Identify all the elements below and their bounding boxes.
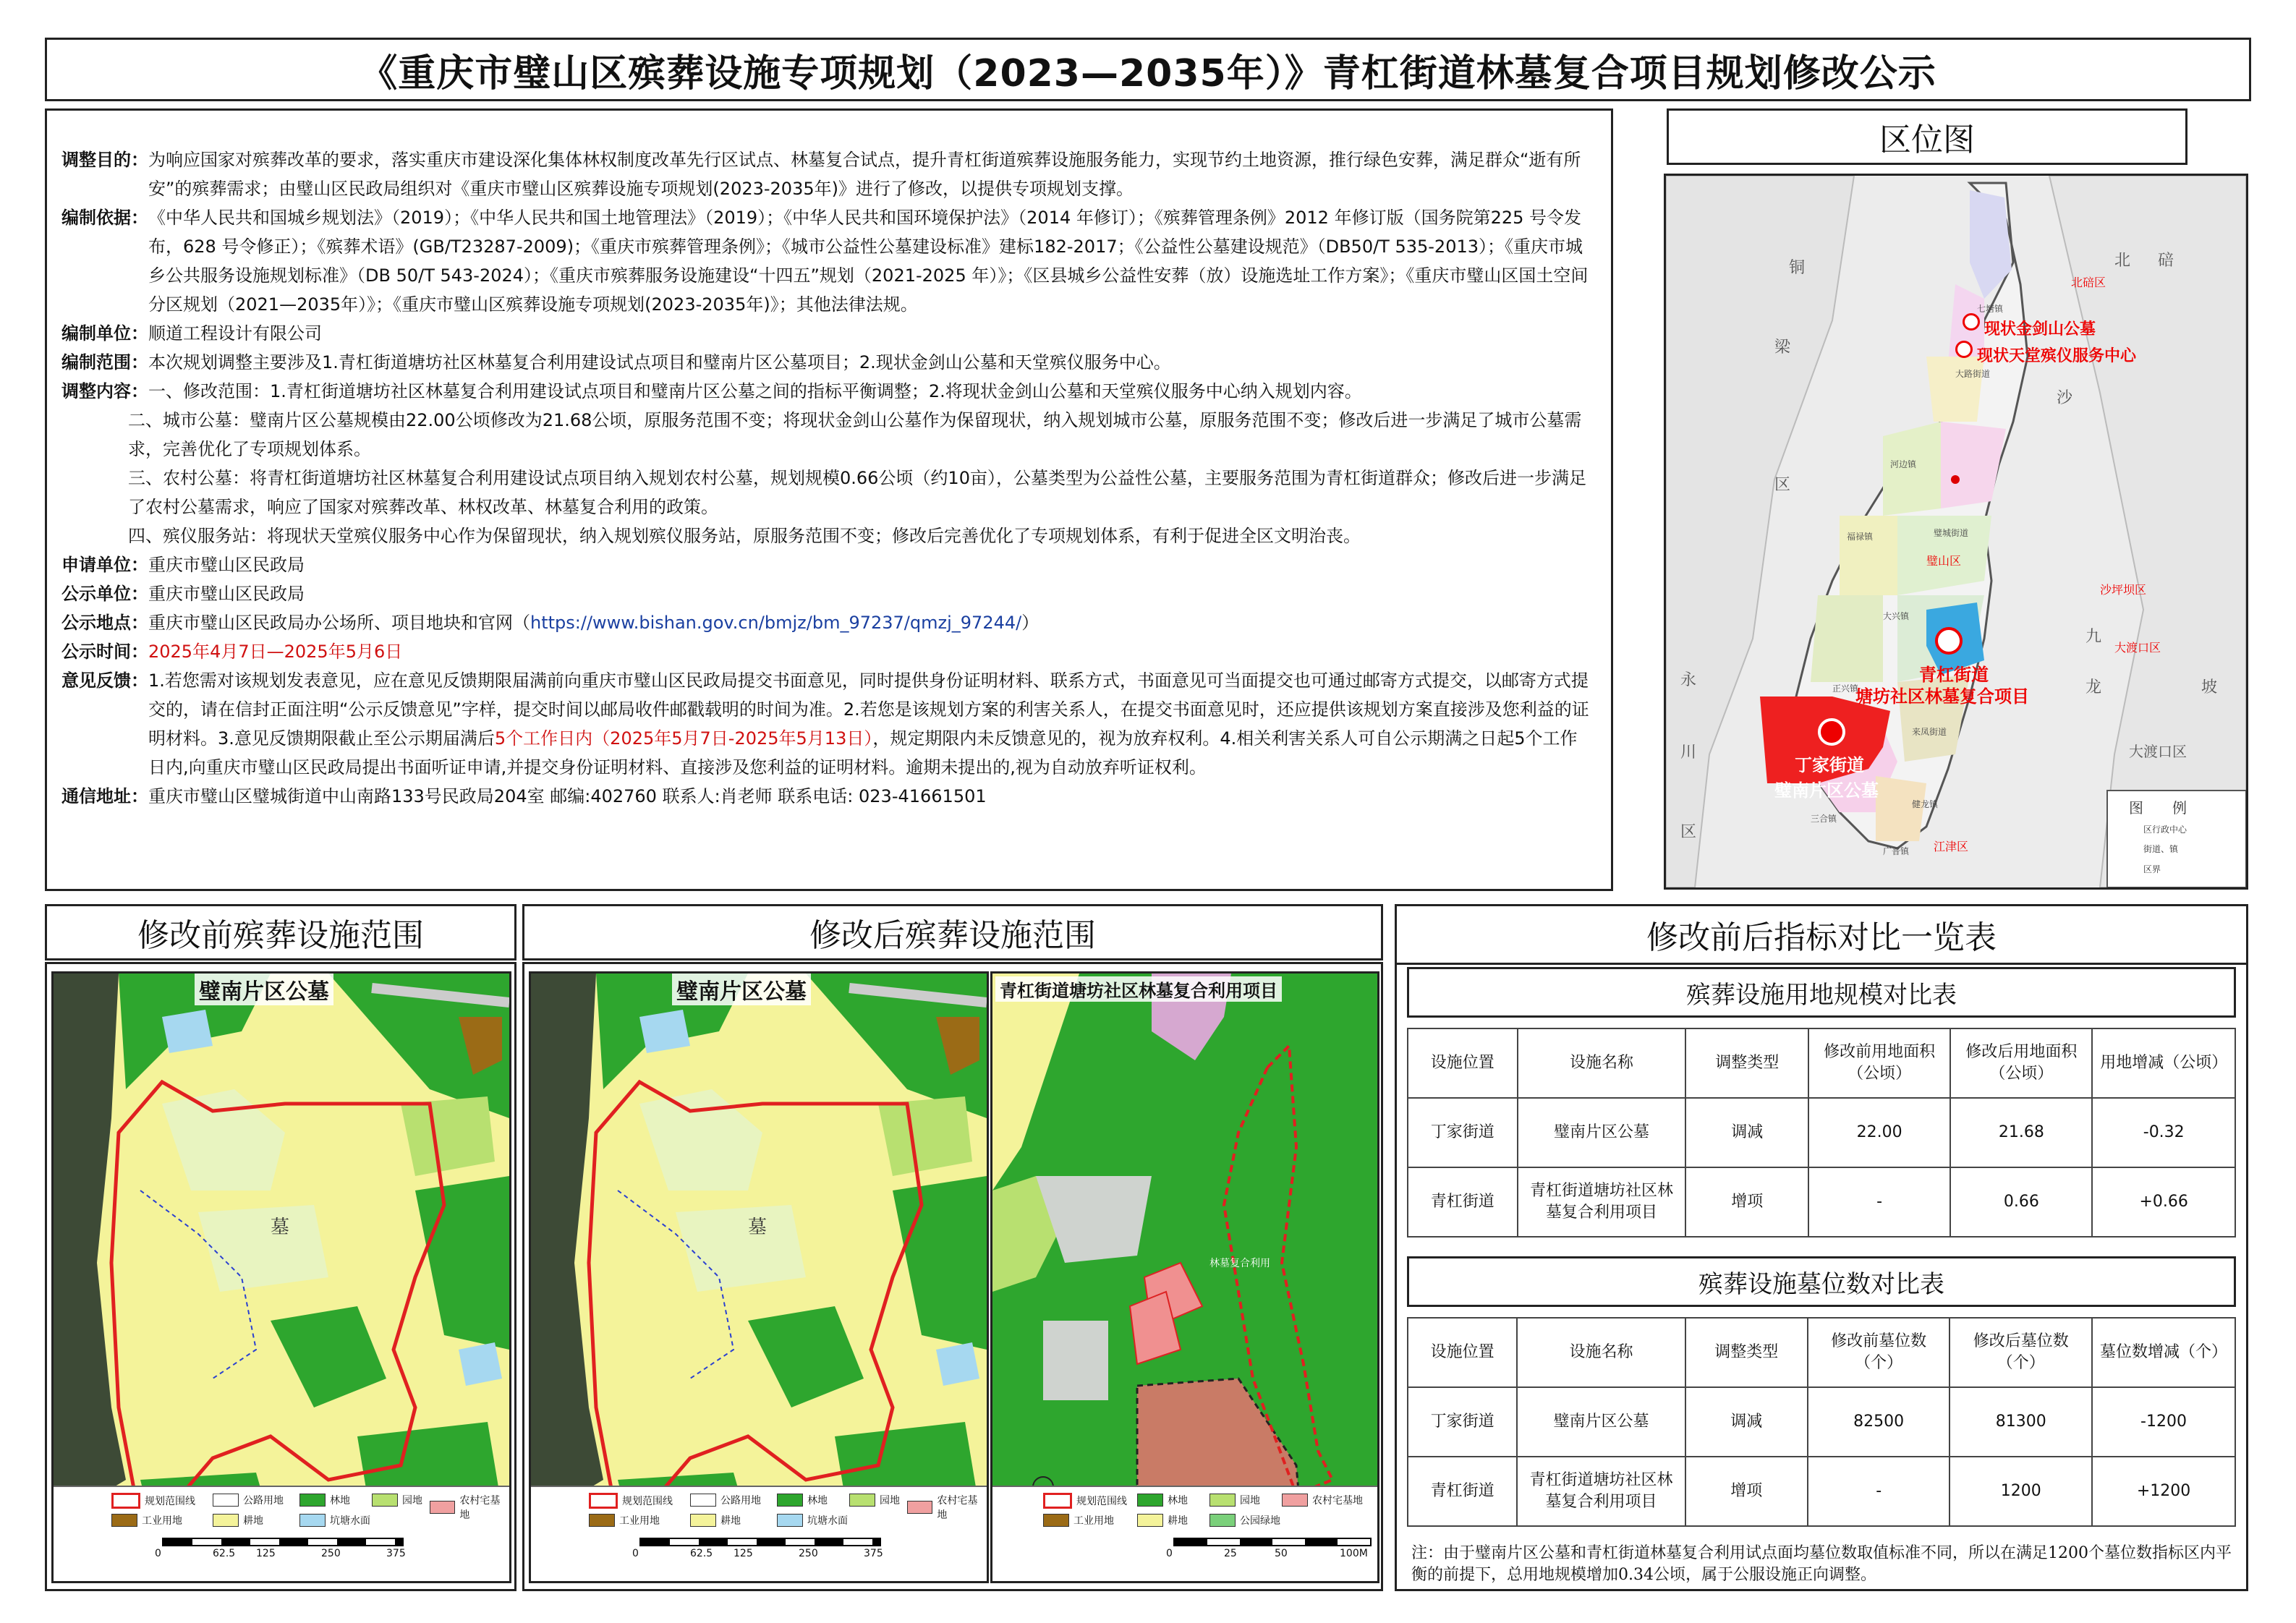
area-header-cell: 设施名称 [1518, 1028, 1686, 1098]
table-cell: 青杠街道 [1408, 1167, 1518, 1237]
table-cell: - [1808, 1167, 1950, 1237]
area-header-cell: 修改后用地面积（公顷） [1950, 1028, 2092, 1098]
homestead-swatch-icon [907, 1501, 932, 1514]
compare-title: 修改前后指标对比一览表 [1397, 906, 2246, 965]
scale-tick: 125 [256, 1548, 276, 1559]
count-header-cell: 修改后墓位数（个） [1950, 1318, 2092, 1387]
legend-water-item [777, 1513, 848, 1528]
town-5: 璧城街道 [1934, 528, 1969, 538]
farmland-swatch-icon [1137, 1514, 1163, 1527]
road-swatch-icon [690, 1494, 716, 1507]
forest-legend [992, 1486, 1377, 1581]
qinggang-marker-icon [1935, 627, 1963, 655]
legend-label: 园地 [402, 1495, 422, 1507]
after-map [529, 971, 989, 1583]
table-cell: 1200 [1950, 1457, 2092, 1526]
time-row [61, 637, 1594, 666]
legend-forest-item [777, 1493, 828, 1507]
after-section-title: 修改后殡葬设施范围 [522, 904, 1383, 960]
before-map-label: 璧南片区公墓 [195, 974, 333, 1005]
road-swatch-icon [213, 1494, 239, 1507]
content-3: 三、农村公墓：将青杠街道塘坊社区林墓复合利用建设试点项目纳入规划农村公墓，规划规模0.66公顷（约10亩），公墓类型为公益性公墓，主要服务范围为青杠街道群众；修改后进一步满足了农村公墓需求，响应了国家对殡葬改革、林权改革、林墓复合利用的政策。 [128, 468, 1586, 517]
table-cell: 调减 [1685, 1098, 1808, 1167]
legend-label: 农村宅基地 [459, 1495, 501, 1521]
applicant-row [61, 550, 1594, 579]
garden-swatch-icon [372, 1494, 398, 1507]
legend-label: 工业用地 [142, 1515, 182, 1527]
garden-swatch-icon [849, 1494, 875, 1507]
feedback-deadline: 5个工作日内（2025年5月7日-2025年5月13日） [494, 728, 873, 749]
legend-farmland-item [1137, 1513, 1188, 1528]
legend-garden-item [849, 1493, 900, 1507]
legend-label: 公路用地 [243, 1495, 284, 1507]
count-header-cell: 设施位置 [1408, 1318, 1517, 1387]
town-9: 三合镇 [1811, 814, 1837, 824]
town-10: 广普镇 [1883, 846, 1910, 856]
scale-tick: 0 [1166, 1548, 1173, 1559]
scope-row [61, 348, 1594, 377]
after-panel [522, 962, 1383, 1591]
place-end: ） [1021, 613, 1039, 633]
feedback-text-b: ，规定期限内未反馈意见的，视为放弃权利。4.相关利害关系人可自公示期满之日起5个工作日内,向重庆市璧山区民政局提出书面听证申请,并提交身份证明材料、直接涉及您利益的证明材料。逾期未提出的,视为自动放弃听证权利。 [148, 728, 1578, 778]
place-label: 公示地点： [61, 613, 148, 633]
legend-label: 工业用地 [1073, 1515, 1114, 1527]
dingjia-marker-icon [1818, 718, 1845, 746]
purpose-row [61, 145, 1594, 203]
legend-redline-item [111, 1493, 195, 1509]
scale-tick: 250 [321, 1548, 341, 1559]
table-cell: 调减 [1685, 1387, 1808, 1457]
location-map [1664, 174, 2248, 890]
water-swatch-icon [777, 1514, 803, 1527]
map-char-bei: 北 [2114, 252, 2131, 270]
legend-label: 公路用地 [720, 1495, 761, 1507]
compare-panel [1395, 904, 2248, 1591]
before-map [51, 971, 511, 1583]
table-cell: 璧南片区公墓 [1518, 1098, 1686, 1167]
table-cell: 增项 [1685, 1457, 1808, 1526]
unit-label: 编制单位： [61, 323, 148, 344]
town-2: 大路街道 [1955, 369, 1991, 379]
publisher-text: 重庆市璧山区民政局 [148, 584, 305, 604]
legend-industry-item [1043, 1513, 1114, 1528]
scale-tick: 100M [1340, 1548, 1368, 1559]
feedback-row [61, 666, 1594, 782]
farmland-swatch-icon [213, 1514, 239, 1527]
purpose-text: 为响应国家对殡葬改革的要求，落实重庆市建设深化集体林权制度改革先行区试点、林墓复合试点，提升青杠街道殡葬设施服务能力，实现节约土地资源，推行绿色安葬，满足群众“逝有所安”的殡葬需求；由璧山区民政局组织对《重庆市璧山区殡葬设施专项规划(2023-2035年)》进行了修改，以提供专项规划支撑。 [148, 150, 1581, 199]
loc-legend-1: 区行政中心 [2143, 825, 2187, 835]
applicant-text: 重庆市璧山区民政局 [148, 555, 305, 575]
scale-tick: 25 [1224, 1548, 1237, 1559]
table-cell: 丁家街道 [1408, 1387, 1517, 1457]
scope-text: 本次规划调整主要涉及1.青杠街道塘坊社区林墓复合利用建设试点项目和璧南片区公墓项目；2.现状金剑山公墓和天堂殡仪服务中心。 [148, 352, 1171, 372]
time-text: 2025年4月7日—2025年5月6日 [148, 642, 403, 662]
legend-redline-item [1043, 1493, 1127, 1509]
farmland-swatch-icon [690, 1514, 716, 1527]
legend-label: 耕地 [720, 1515, 741, 1527]
map-char-qu: 区 [1774, 476, 1791, 494]
tiantang-marker-icon [1955, 341, 1973, 358]
count-header-row [1408, 1318, 2235, 1387]
scale-tick: 50 [1275, 1548, 1288, 1559]
legend-water-item [299, 1513, 370, 1528]
content-2: 二、城市公墓：璧南片区公墓规模由22.00公顷修改为21.68公顷，原服务范围不变；将现状金剑山公墓作为保留现状，纳入规划城市公墓，原服务范围不变；修改后进一步满足了城市公墓需求，完善优化了专项规划体系。 [128, 410, 1582, 459]
town-6: 大兴镇 [1883, 611, 1910, 621]
publisher-row [61, 579, 1594, 608]
area-header-cell: 用地增减（公顷） [2092, 1028, 2235, 1098]
table-cell: - [1808, 1457, 1950, 1526]
unit-text: 顺道工程设计有限公司 [148, 323, 322, 344]
area-header-row [1408, 1028, 2235, 1098]
jinjianshan-marker-icon [1963, 313, 1980, 331]
applicant-label: 申请单位： [61, 555, 148, 575]
table-cell: -1200 [2092, 1387, 2235, 1457]
forest-scale-bar [1173, 1538, 1372, 1546]
table-cell: 22.00 [1808, 1098, 1950, 1167]
bishan-label: 璧山区 [1926, 554, 1962, 568]
map-char-po: 坡 [2201, 678, 2218, 697]
forest-map-label: 青杠街道塘坊社区林墓复合利用项目 [995, 976, 1282, 1002]
map-char-chuan: 川 [1680, 744, 1697, 762]
map-char-sha: 沙 [2057, 389, 2073, 407]
table-cell: 青杠街道塘坊社区林墓复合利用项目 [1518, 1167, 1686, 1237]
area-table [1407, 1028, 2236, 1238]
table-row [1408, 1457, 2235, 1526]
feedback-label: 意见反馈： [61, 670, 148, 691]
map-char-qu2: 区 [1680, 823, 1697, 841]
legend-farmland-item [690, 1513, 741, 1528]
legend-homestead-item [1282, 1493, 1363, 1507]
unit-row [61, 319, 1594, 348]
town-1: 七塘镇 [1977, 304, 2004, 314]
industry-swatch-icon [1043, 1514, 1069, 1527]
loc-legend-2: 街道、镇 [2143, 844, 2179, 854]
map-char-bei2: 碚 [2158, 252, 2174, 270]
legend-industry-item [589, 1513, 660, 1528]
notice-text-panel [45, 108, 1613, 891]
count-header-cell: 墓位数增减（个） [2092, 1318, 2235, 1387]
count-header-cell: 调整类型 [1685, 1318, 1808, 1387]
dingjia-label-1: 丁家街道 [1795, 755, 1864, 775]
industry-swatch-icon [589, 1514, 615, 1527]
dadukou-label: 大渡口区 [2114, 641, 2161, 655]
scale-tick: 125 [734, 1548, 753, 1559]
forest-swatch-icon [299, 1494, 326, 1507]
legend-label: 工业用地 [619, 1515, 660, 1527]
legend-label: 林地 [807, 1495, 828, 1507]
compare-note: 注：由于璧南片区公墓和青杠街道林墓复合利用试点面均墓位数取值标准不同，所以在满足1200个墓位数指标区内平衡的前提下，总用地规模增加0.34公顷，属于公服设施正向调整。 [1411, 1544, 2232, 1584]
shapingba-label: 沙坪坝区 [2100, 583, 2147, 597]
homestead-swatch-icon [430, 1501, 455, 1514]
before-legend [54, 1486, 509, 1581]
location-map-title: 区位图 [1667, 108, 2187, 165]
table-row [1408, 1167, 2235, 1237]
jinjianshan-label: 现状金剑山公墓 [1984, 320, 2096, 338]
before-panel [45, 962, 516, 1591]
map-char-jiu: 九 [2085, 628, 2102, 646]
table-cell: 青杠街道塘坊社区林墓复合利用项目 [1517, 1457, 1685, 1526]
content-label: 调整内容： [61, 381, 148, 401]
map-char-tong: 铜 [1789, 259, 1806, 277]
legend-park-item [1209, 1513, 1280, 1528]
legend-char-tu: 图 [2129, 799, 2143, 817]
table-cell: +0.66 [2092, 1167, 2235, 1237]
table-row [1408, 1387, 2235, 1457]
legend-label: 坑塘水面 [807, 1515, 848, 1527]
legend-homestead-item [907, 1493, 987, 1522]
basis-row [61, 203, 1594, 319]
loc-legend-3: 区界 [2143, 864, 2161, 874]
table-cell: 0.66 [1950, 1167, 2092, 1237]
legend-label: 规划范围线 [1076, 1496, 1127, 1507]
area-table-title: 殡葬设施用地规模对比表 [1407, 967, 2236, 1018]
table-cell: 82500 [1808, 1387, 1950, 1457]
map-char-long: 龙 [2085, 678, 2102, 697]
table-cell: +1200 [2092, 1457, 2235, 1526]
count-table [1407, 1317, 2236, 1527]
legend-label: 耕地 [243, 1515, 263, 1527]
table-cell: 璧南片区公墓 [1517, 1387, 1685, 1457]
redline-swatch-icon [1043, 1493, 1072, 1509]
legend-label: 林地 [330, 1495, 350, 1507]
before-scale-bar [162, 1538, 404, 1546]
legend-road-item [690, 1493, 761, 1507]
scale-tick: 0 [155, 1548, 161, 1559]
time-label: 公示时间： [61, 642, 148, 662]
content-row [61, 377, 1594, 406]
count-header-cell: 设施名称 [1517, 1318, 1685, 1387]
table-cell: 青杠街道 [1408, 1457, 1517, 1526]
basis-text: 《中华人民共和国城乡规划法》（2019）；《中华人民共和国土地管理法》（2019）；《中华人民共和国环境保护法》（2014 年修订）；《殡葬管理条例》2012 年修订版（国务院第225 号令发布，628 号令修正）；《殡葬术语》(GB/T23287-2009)；《重庆市殡葬管理条例》；《城市公益性公墓建设标准》建标182-2017；《公益性公墓建设规范》（DB50/T 535-2013）；《重庆市城乡公共服务设施规划标准》（DB 50/T 543-2024）；《重庆市殡葬服务设施建设“十四五”规划（2021-2025 年）》；《区县城乡公益性安葬（放）设施选址工作方案》；《重庆市璧山区国土空间分区规划（2021—2035年）》；《重庆市璧山区殡葬设施专项规划(2023-2035年)》；其他法律法规。 [148, 208, 1589, 315]
legend-farmland-item [213, 1513, 263, 1528]
area-header-cell: 调整类型 [1685, 1028, 1808, 1098]
purpose-label: 调整目的： [61, 150, 148, 170]
after-scale-bar [639, 1538, 881, 1546]
park-swatch-icon [1209, 1514, 1236, 1527]
dingjia-label-2: 璧南片区公墓 [1774, 780, 1879, 801]
after-map-mu: 墓 [748, 1217, 768, 1238]
legend-label: 农村宅基地 [1312, 1495, 1363, 1507]
address-label: 通信地址： [61, 786, 148, 806]
scale-tick: 0 [632, 1548, 639, 1559]
legend-label: 公园绿地 [1240, 1515, 1280, 1527]
legend-label: 坑塘水面 [330, 1515, 370, 1527]
legend-garden-item [1209, 1493, 1260, 1507]
town-7: 正兴镇 [1832, 683, 1859, 694]
scale-tick: 250 [799, 1548, 818, 1559]
town-4: 福禄镇 [1847, 532, 1874, 542]
legend-forest-item [299, 1493, 350, 1507]
content-1: 一、修改范围：1.青杠街道塘坊社区林墓复合利用建设试点项目和璧南片区公墓之间的指标平衡调整；2.将现状金剑山公墓和天堂殡仪服务中心纳入规划内容。 [148, 381, 1362, 401]
map-char-yong: 永 [1680, 671, 1697, 689]
page-title: 《重庆市璧山区殡葬设施专项规划（2023—2035年）》青杠街道林墓复合项目规划修改公示 [45, 38, 2251, 101]
town-3: 河边镇 [1890, 459, 1917, 469]
legend-label: 园地 [1240, 1495, 1260, 1507]
table-row [1408, 1098, 2235, 1167]
basis-label: 编制依据： [61, 208, 148, 228]
count-header-cell: 修改前墓位数（个） [1808, 1318, 1950, 1387]
scale-tick: 375 [386, 1548, 406, 1559]
scope-label: 编制范围： [61, 352, 148, 372]
legend-label: 耕地 [1168, 1515, 1188, 1527]
legend-label: 林地 [1168, 1495, 1188, 1507]
publisher-label: 公示单位： [61, 584, 148, 604]
place-row [61, 608, 1594, 637]
legend-label: 规划范围线 [145, 1496, 195, 1507]
content-4: 四、殡仪服务站：将现状天堂殡仪服务中心作为保留现状，纳入规划殡仪服务站，原服务范围不变；修改后完善优化了专项规划体系，有利于促进全区文明治丧。 [128, 526, 1361, 546]
homestead-swatch-icon [1282, 1494, 1308, 1507]
table-cell: 增项 [1685, 1167, 1808, 1237]
industry-swatch-icon [111, 1514, 137, 1527]
address-text: 重庆市璧山区璧城街道中山南路133号民政局204室 邮编:402760 联系人:肖老师 联系电话: 023-41661501 [148, 786, 987, 806]
legend-industry-item [111, 1513, 182, 1528]
redline-swatch-icon [589, 1493, 618, 1509]
legend-redline-item [589, 1493, 673, 1509]
garden-swatch-icon [1209, 1494, 1236, 1507]
tiantang-label: 现状天堂殡仪服务中心 [1977, 347, 2137, 365]
area-header-cell: 修改前用地面积（公顷） [1808, 1028, 1950, 1098]
forest-tag: 林墓复合利用 [1209, 1258, 1270, 1269]
table-cell: 21.68 [1950, 1098, 2092, 1167]
beibei-label: 北碚区 [2071, 276, 2106, 289]
legend-label: 规划范围线 [622, 1496, 673, 1507]
before-section-title: 修改前殡葬设施范围 [45, 904, 516, 960]
before-map-mu: 墓 [271, 1217, 290, 1238]
address-row [61, 782, 1594, 811]
forest-swatch-icon [777, 1494, 803, 1507]
dadukou-big-label: 大渡口区 [2129, 743, 2187, 760]
feedback-text-a: 1.若您需对该规划发表意见，应在意见反馈期限届满前向重庆市璧山区民政局提交书面意见，同时提供身份证明材料、联系方式，书面意见可当面提交也可通过邮寄方式提交，以邮寄方式提交的，请在信封正面注明“公示反馈意见”字样，提交时间以邮局收件邮戳载明的时间为准。2.若您是该规划方案的利害关系人，在提交书面意见时，还应提供该规划方案直接涉及您利益的证明材料。3.意见反馈期限截止至公示期届满后 [148, 670, 1589, 749]
official-site-link[interactable]: https://www.bishan.gov.cn/bmjz/bm_97237/qmzj_97244/ [530, 613, 1022, 633]
table-cell: -0.32 [2092, 1098, 2235, 1167]
legend-road-item [213, 1493, 284, 1507]
redline-swatch-icon [111, 1493, 140, 1509]
area-header-cell: 设施位置 [1408, 1028, 1518, 1098]
scale-tick: 62.5 [690, 1548, 713, 1559]
water-swatch-icon [299, 1514, 326, 1527]
jiangjin-label: 江津区 [1934, 840, 1969, 853]
legend-char-li: 例 [2172, 799, 2187, 817]
table-cell: 81300 [1950, 1387, 2092, 1457]
legend-forest-item [1137, 1493, 1188, 1507]
scale-tick: 62.5 [213, 1548, 236, 1559]
map-char-liang: 梁 [1774, 338, 1791, 357]
forest-swatch-icon [1137, 1494, 1163, 1507]
town-8: 来凤街道 [1912, 727, 1947, 737]
legend-homestead-item [430, 1493, 509, 1522]
after-legend [531, 1486, 987, 1581]
count-table-title: 殡葬设施墓位数对比表 [1407, 1256, 2236, 1307]
qinggang-label-2: 塘坊社区林墓复合项目 [1855, 686, 2029, 707]
legend-label: 园地 [880, 1495, 900, 1507]
table-cell: 丁家街道 [1408, 1098, 1518, 1167]
legend-garden-item [372, 1493, 422, 1507]
town-11: 健龙镇 [1912, 799, 1939, 809]
after-map-label: 璧南片区公墓 [672, 974, 811, 1005]
forest-project-map [990, 971, 1379, 1583]
legend-label: 农村宅基地 [937, 1495, 978, 1521]
qinggang-label-1: 青杠街道 [1919, 665, 1989, 685]
place-text: 重庆市璧山区民政局办公场所、项目地块和官网（ [148, 613, 530, 633]
scale-tick: 375 [864, 1548, 883, 1559]
